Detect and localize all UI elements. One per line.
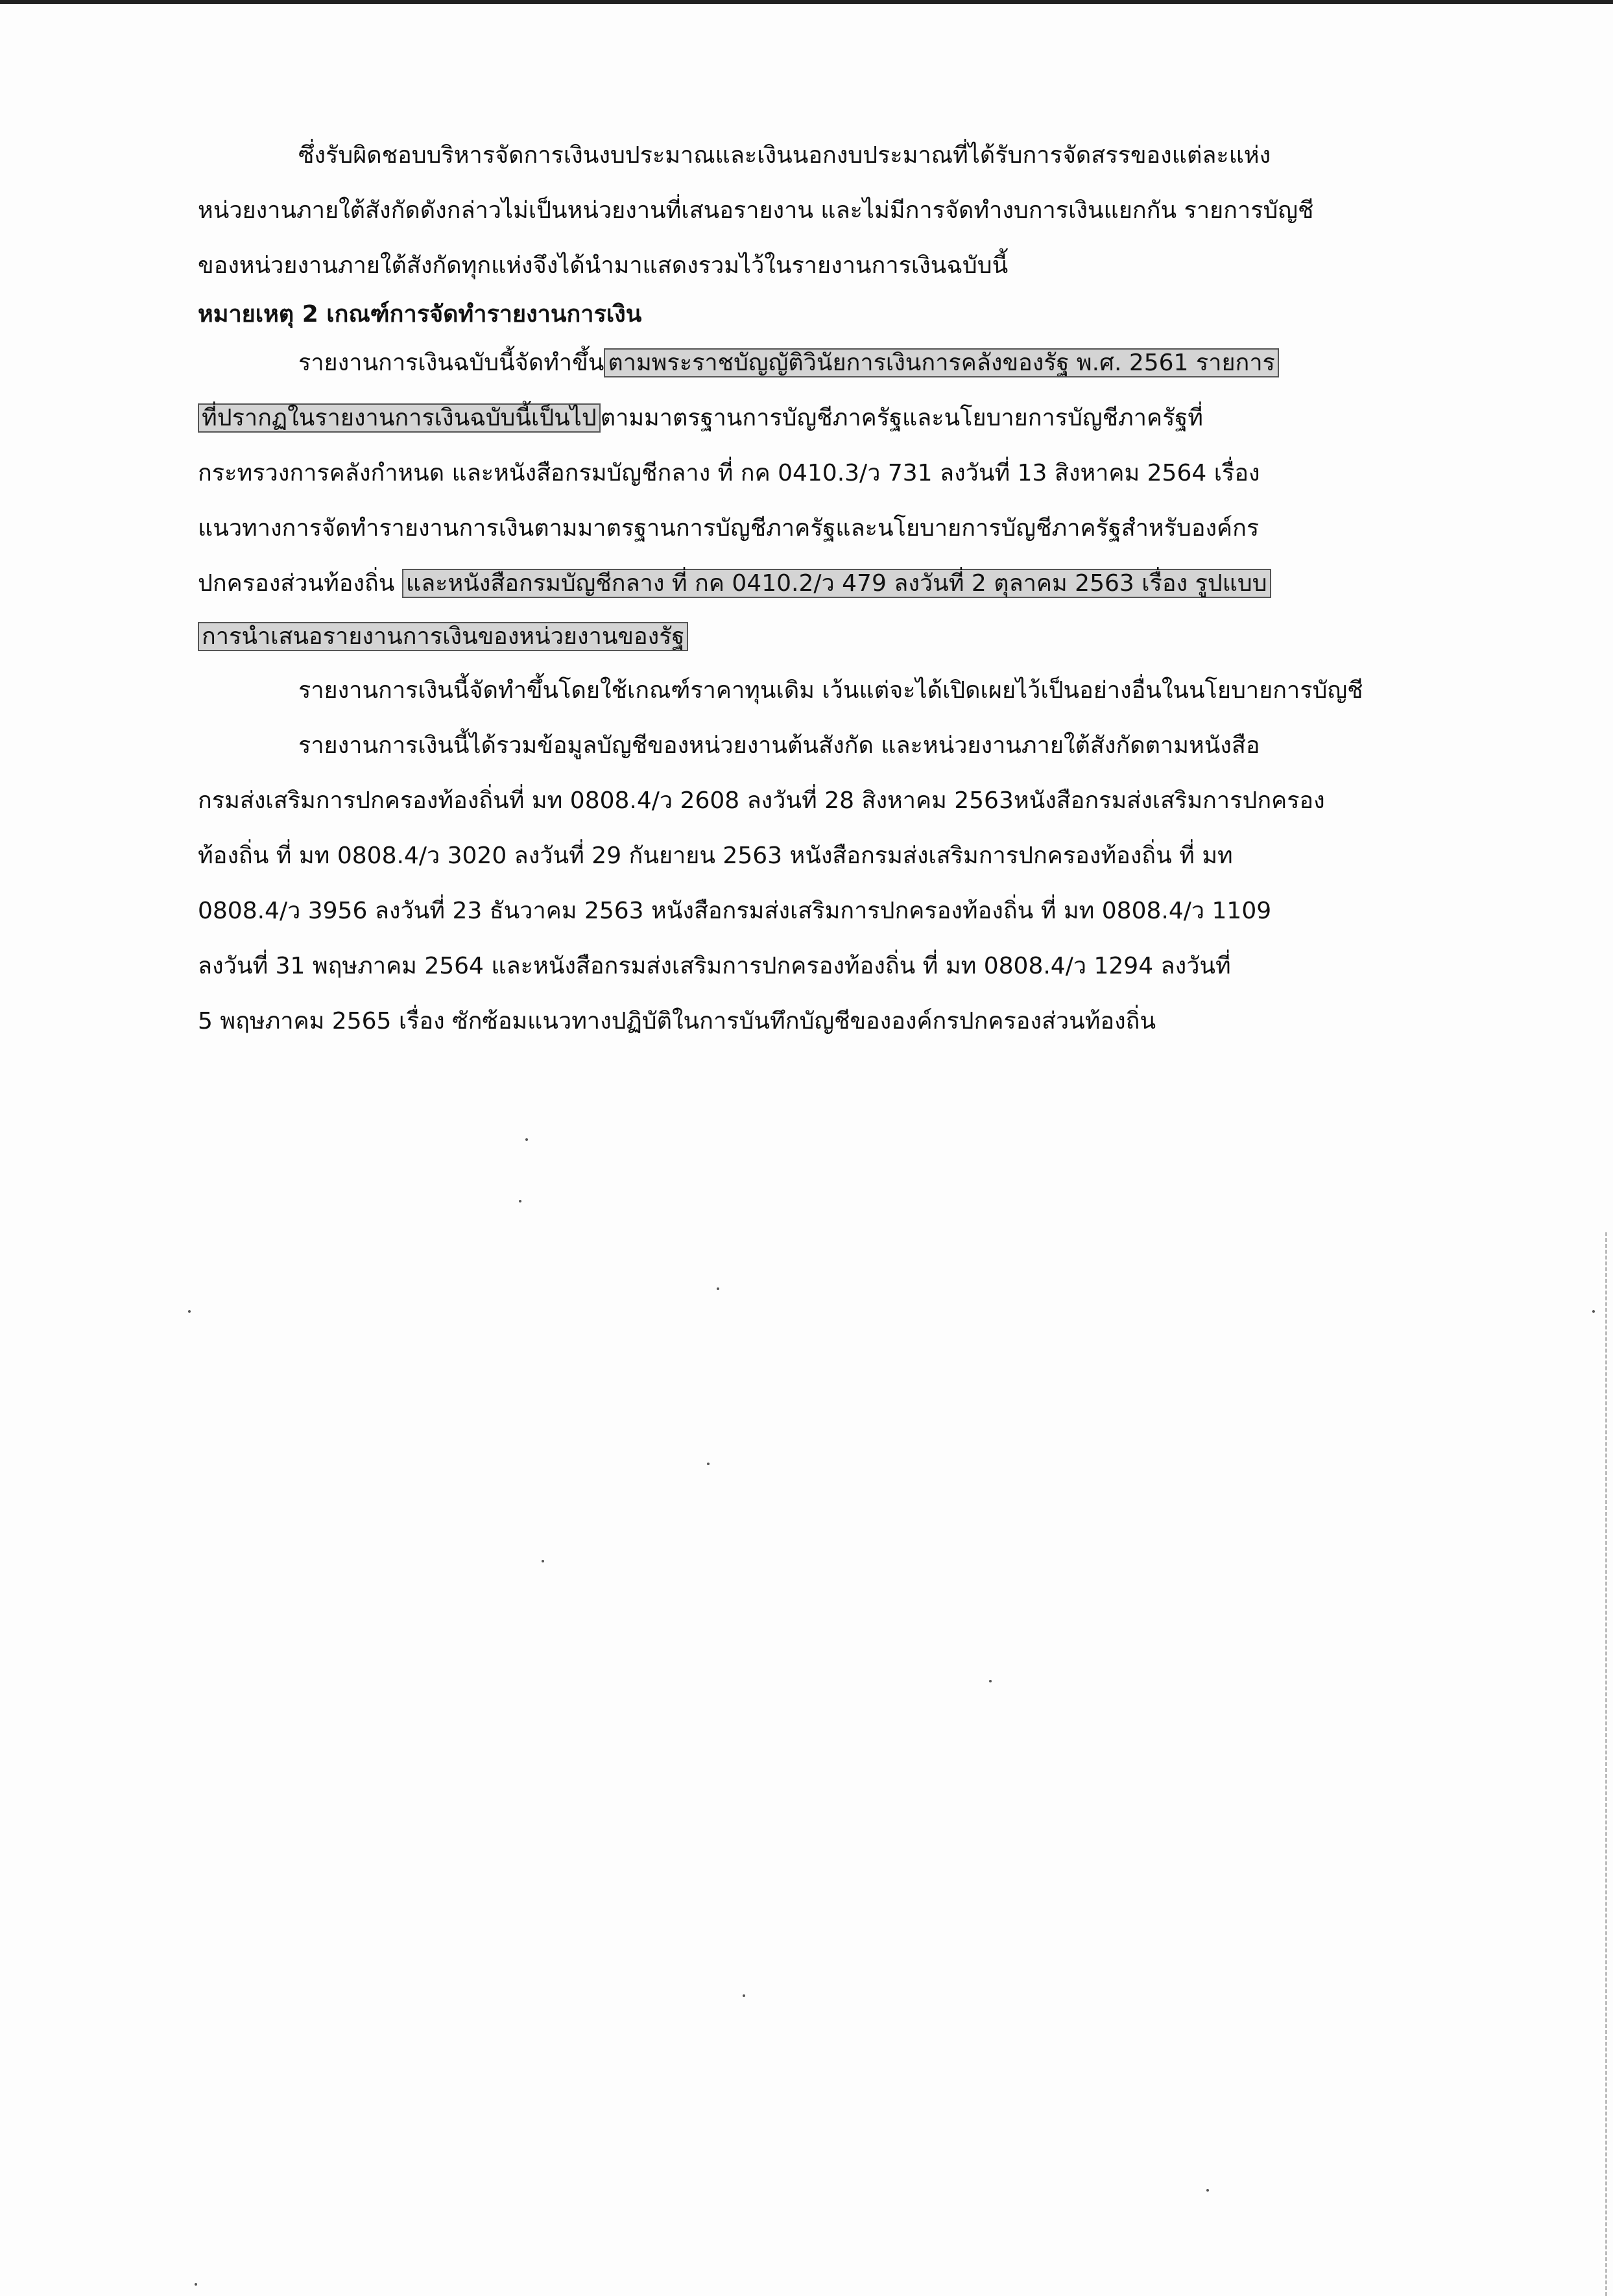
scan-speck (707, 1463, 710, 1465)
text-line (298, 337, 1279, 389)
scan-speck (1592, 1310, 1595, 1313)
scan-speck (542, 1560, 544, 1562)
text-line: ลงวันที่ 31 พฤษภาคม 2564 และหนังสือกรมส่งเสริมการปกครองท้องถิ่น ที่ มท 0808.4/ว 1294 ลงวันที่ (198, 953, 1231, 979)
text-line: ของหน่วยงานภายใต้สังกัดทุกแห่งจึงได้นำมาแสดงรวมไว้ในรายงานการเงินฉบับนี้ (198, 252, 1009, 279)
note-heading: หมายเหตุ 2 เกณฑ์การจัดทำรายงานการเงิน (198, 301, 642, 328)
scan-speck (1206, 2189, 1209, 2192)
text-line (198, 611, 688, 663)
scan-speck (743, 1994, 745, 1997)
scan-speck (717, 1287, 719, 1290)
text-line: 0808.4/ว 3956 ลงวันที่ 23 ธันวาคม 2563 หนังสือกรมส่งเสริมการปกครองท้องถิ่น ที่ มท 0808.4/ว 1109 (198, 898, 1272, 924)
highlighted-text: การนำเสนอรายงานการเงินของหน่วยงานของรัฐ (198, 622, 688, 651)
scan-speck (188, 1310, 191, 1313)
text-line: ท้องถิ่น ที่ มท 0808.4/ว 3020 ลงวันที่ 29 กันยายน 2563 หนังสือกรมส่งเสริมการปกครองท้องถิ่น ที่ มท (198, 843, 1233, 869)
highlighted-text: ตามพระราชบัญญัติวินัยการเงินการคลังของรัฐ พ.ศ. 2561 รายการ (604, 348, 1279, 377)
scan-speck (989, 1680, 992, 1682)
scan-speck (525, 1138, 528, 1141)
page-top-border (0, 0, 1613, 4)
highlighted-text: ที่ปรากฏในรายงานการเงินฉบับนี้เป็นไป (198, 403, 601, 433)
scan-speck (195, 2283, 197, 2286)
text-line: รายงานการเงินนี้จัดทำขึ้นโดยใช้เกณฑ์ราคาทุนเดิม เว้นแต่จะได้เปิดเผยไว้เป็นอย่างอื่นในนโยบายการบัญชี (298, 677, 1363, 704)
highlighted-text: และหนังสือกรมบัญชีกลาง ที่ กค 0410.2/ว 479 ลงวันที่ 2 ตุลาคม 2563 เรื่อง รูปแบบ (402, 569, 1271, 598)
text-line (198, 392, 1203, 444)
text-line: หน่วยงานภายใต้สังกัดดังกล่าวไม่เป็นหน่วยงานที่เสนอรายงาน และไม่มีการจัดทำงบการเงินแยกกัน รายการบัญชี (198, 197, 1314, 224)
text-segment: ปกครองส่วนท้องถิ่น (198, 570, 395, 597)
text-line: กระทรวงการคลังกำหนด และหนังสือกรมบัญชีกลาง ที่ กค 0410.3/ว 731 ลงวันที่ 13 สิงหาคม 2564 เรื่อง (198, 460, 1260, 486)
text-line (198, 558, 1271, 610)
text-line: 5 พฤษภาคม 2565 เรื่อง ซักซ้อมแนวทางปฏิบัติในการบันทึกบัญชีขององค์กรปกครองส่วนท้องถิ่น (198, 1008, 1156, 1034)
text-line: แนวทางการจัดทำรายงานการเงินตามมาตรฐานการบัญชีภาครัฐและนโยบายการบัญชีภาครัฐสำหรับองค์กร (198, 515, 1260, 542)
text-segment: ตามมาตรฐานการบัญชีภาครัฐและนโยบายการบัญชีภาครัฐที่ (600, 405, 1204, 431)
text-segment: รายงานการเงินฉบับนี้จัดทำขึ้น (298, 350, 604, 376)
text-line: รายงานการเงินนี้ได้รวมข้อมูลบัญชีของหน่วยงานต้นสังกัด และหน่วยงานภายใต้สังกัดตามหนังสือ (298, 732, 1260, 759)
text-line: กรมส่งเสริมการปกครองท้องถิ่นที่ มท 0808.4/ว 2608 ลงวันที่ 28 สิงหาคม 2563หนังสือกรมส่งเสริมการปกครอง (198, 787, 1325, 814)
text-line: ซึ่งรับผิดชอบบริหารจัดการเงินงบประมาณและเงินนอกงบประมาณที่ได้รับการจัดสรรของแต่ละแห่ง (298, 142, 1271, 169)
page-right-edge (1605, 1232, 1609, 2296)
scan-speck (519, 1200, 521, 1202)
